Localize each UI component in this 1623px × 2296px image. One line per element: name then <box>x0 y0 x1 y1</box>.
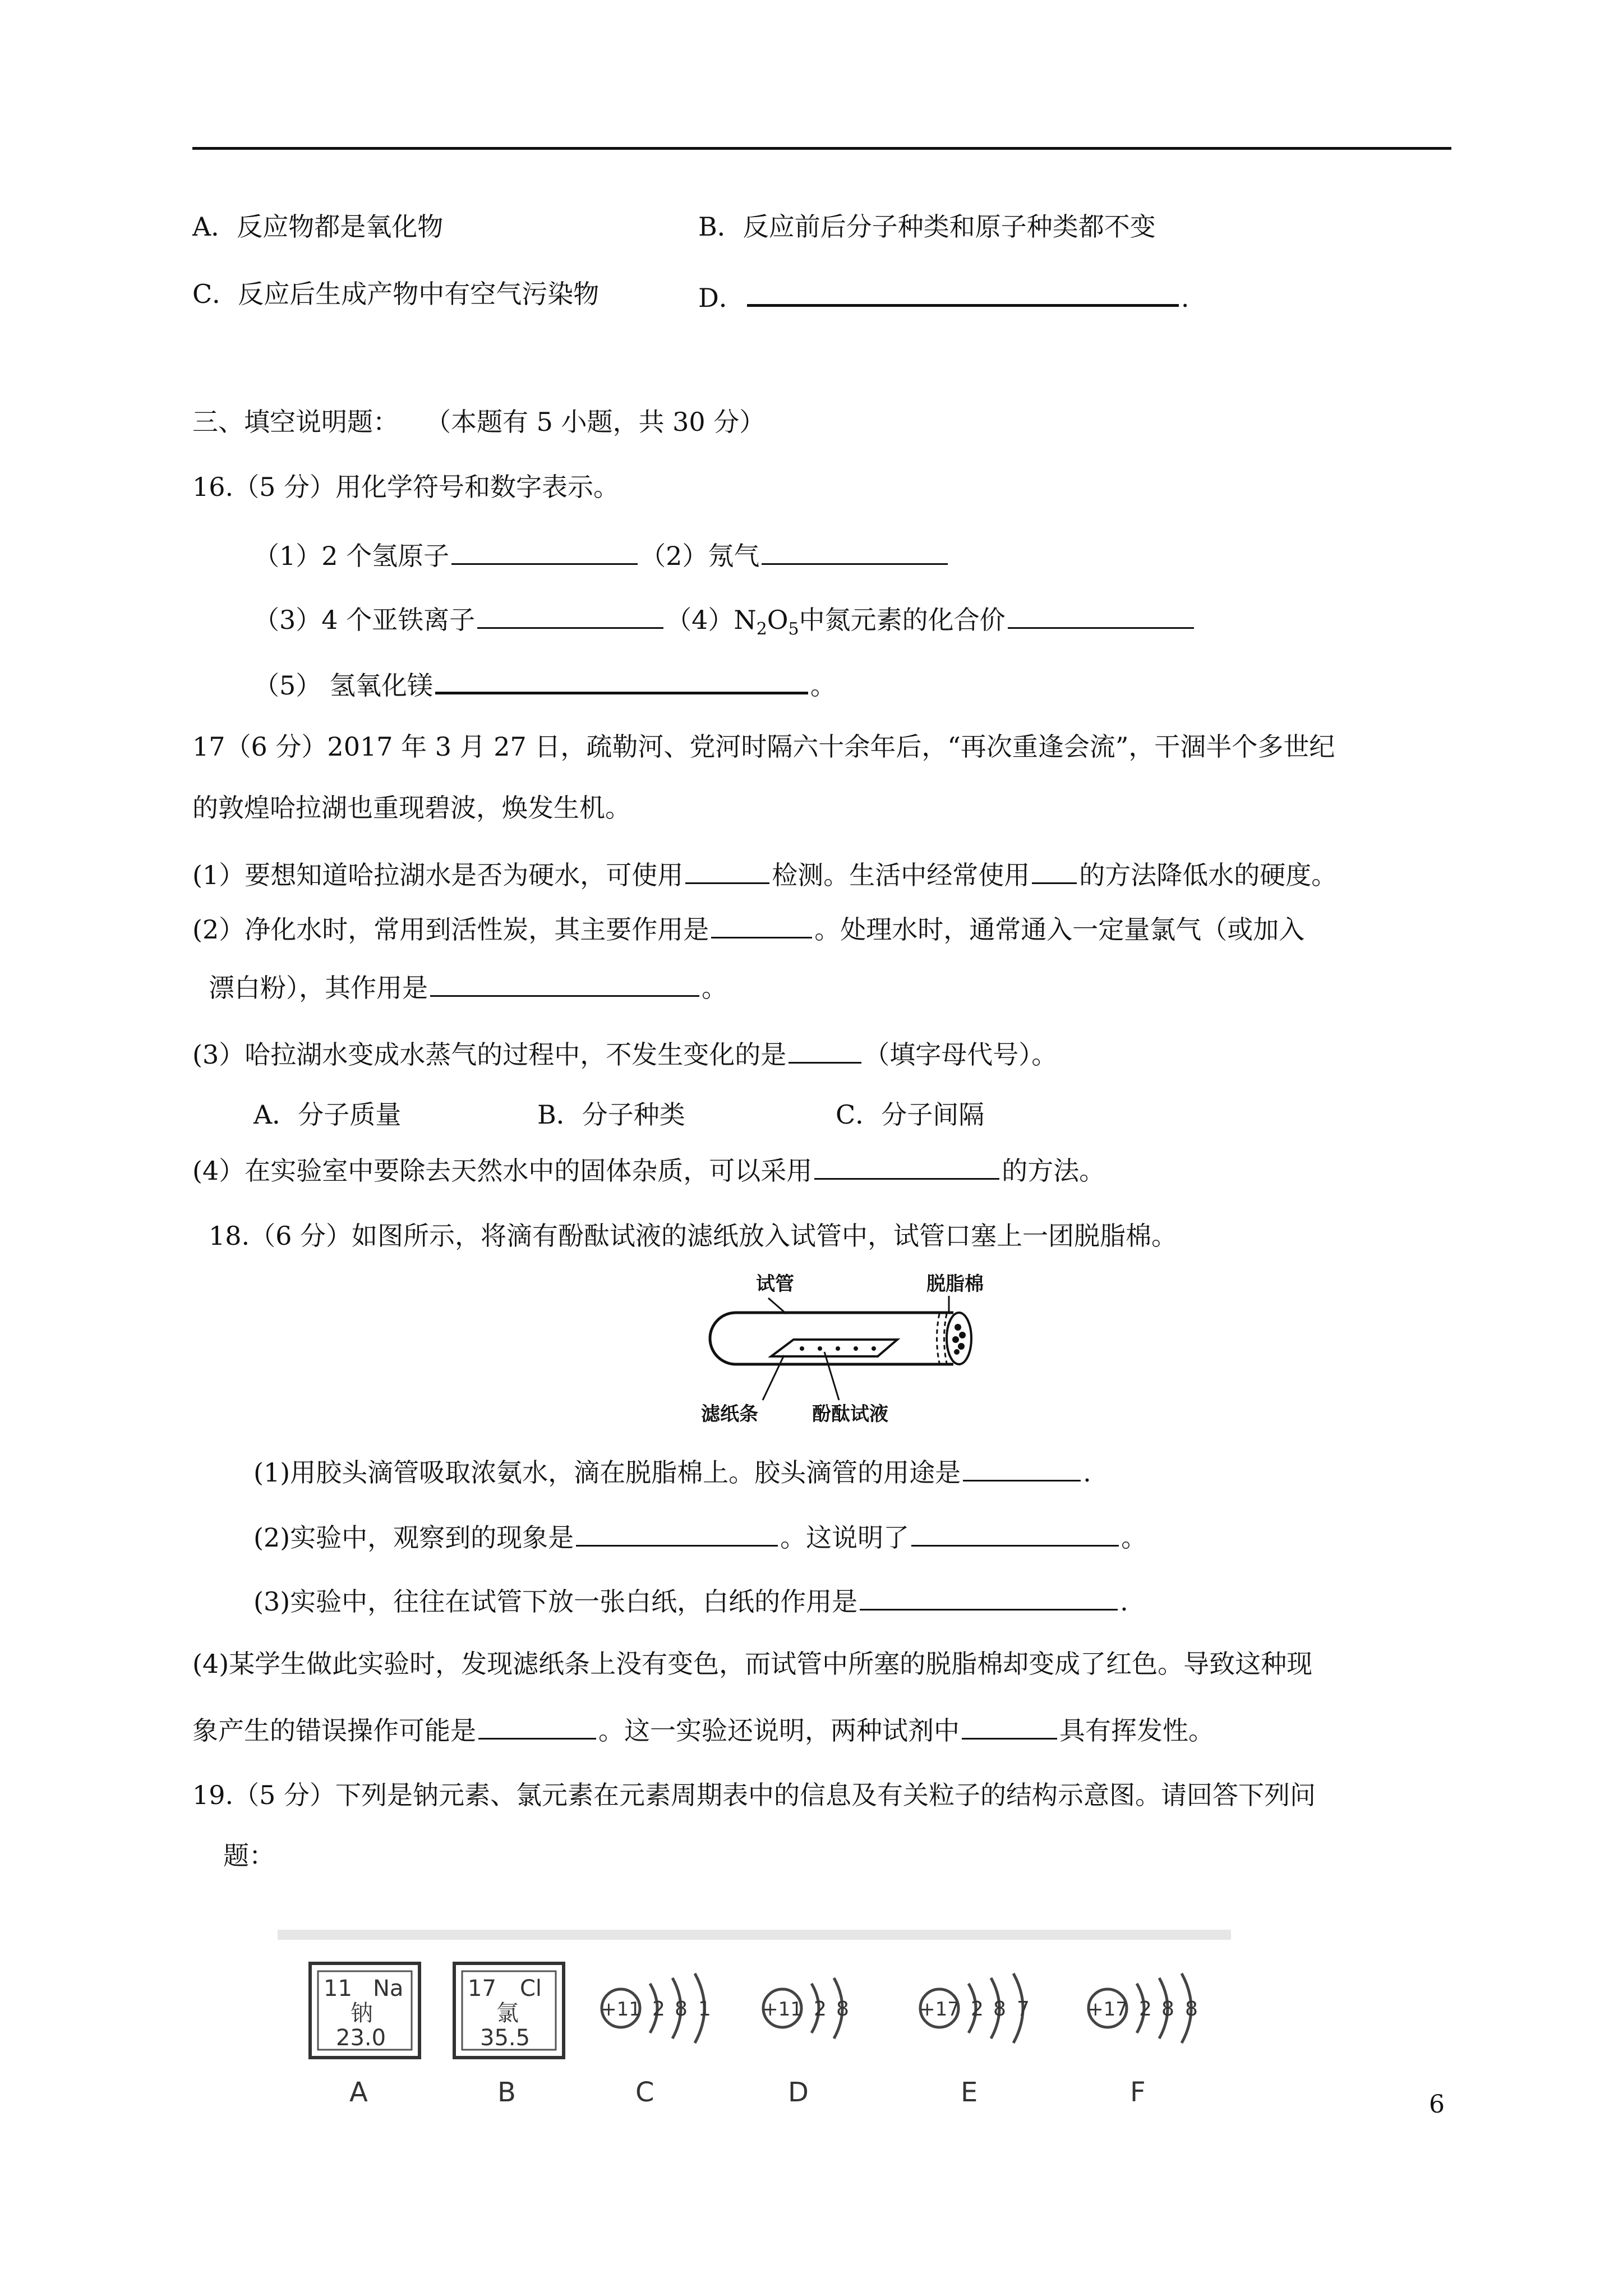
q15-option-b: B．反应前后分子种类和原子种类都不变 <box>698 211 1156 242</box>
q18-p2-b: 。这说明了 <box>780 1522 910 1553</box>
q17-p2-a: (2）净化水时，常用到活性炭，其主要作用是 <box>192 914 709 945</box>
section-title <box>192 405 765 439</box>
section-note: （本题有 5 小题，共 30 分） <box>438 407 766 437</box>
q18-part-2 <box>253 1518 1147 1554</box>
q16-part-5: （5） 氢氧化镁 <box>253 670 433 701</box>
q17-part-3 <box>192 1035 1057 1071</box>
atomic-number: 17 <box>468 1976 496 2001</box>
q18-p2-a: (2)实验中，观察到的现象是 <box>253 1522 574 1553</box>
nucleus-charge: +11 <box>762 1998 803 2021</box>
nucleus-charge: +17 <box>919 1998 960 2021</box>
q17-p1-a: (1）要想知道哈拉湖水是否为硬水，可使用 <box>192 860 684 890</box>
q18-part-4-line-2 <box>192 1711 1214 1747</box>
answer-blank[interactable] <box>962 1711 1057 1740</box>
atom-structure-f <box>1087 1973 1198 2108</box>
answer-blank[interactable] <box>963 1453 1081 1481</box>
q16-p5-end: 。 <box>810 670 836 701</box>
q17-part-4 <box>192 1151 1105 1188</box>
label-test-tube: 试管 <box>756 1273 794 1295</box>
element-symbol: Cl <box>520 1976 542 2001</box>
answer-blank[interactable] <box>860 1582 1118 1611</box>
element-structure-figure <box>278 1930 1231 2120</box>
q18-part-1 <box>253 1453 1091 1489</box>
shell-electrons: 8 <box>1185 1998 1198 2021</box>
q17-p4-b: 的方法。 <box>1002 1156 1105 1186</box>
filter-paper-icon <box>771 1340 897 1356</box>
element-name: 氯 <box>496 2000 519 2026</box>
answer-blank[interactable] <box>814 1151 999 1180</box>
q16-p4-mid: O <box>767 605 789 635</box>
shell-electrons: 8 <box>836 1998 849 2021</box>
answer-blank[interactable] <box>451 536 638 565</box>
q18-part-3 <box>253 1582 1128 1618</box>
q18-p1-b: . <box>1083 1457 1091 1488</box>
element-name: 钠 <box>351 2000 373 2026</box>
answer-blank[interactable] <box>747 277 1179 307</box>
label-a: A <box>349 2077 368 2108</box>
q17-p3-a: (3）哈拉湖水变成水蒸气的过程中，不发生变化的是 <box>192 1039 787 1070</box>
q16-part-4 <box>666 605 1006 639</box>
q18-p3-b: . <box>1120 1586 1128 1617</box>
answer-blank[interactable] <box>685 855 769 884</box>
shell-electrons: 8 <box>675 1998 688 2021</box>
label-phenolphthalein: 酚酞试液 <box>812 1403 888 1425</box>
q17-p4-a: (4）在实验室中要除去天然水中的固体杂质，可以采用 <box>192 1156 813 1186</box>
label-e: E <box>961 2077 978 2108</box>
label-filter-paper: 滤纸条 <box>701 1403 758 1425</box>
q17-part-1 <box>192 855 1337 892</box>
answer-blank[interactable] <box>430 968 699 997</box>
answer-blank[interactable] <box>478 1711 596 1740</box>
q17-p2-d: 。 <box>702 973 727 1003</box>
q16-part-3: （3）4 个亚铁离子 <box>253 605 476 635</box>
q16-part-1: （1）2 个氢原子 <box>253 541 450 571</box>
shell-electrons: 2 <box>652 1998 665 2021</box>
answer-blank[interactable] <box>1008 600 1194 629</box>
answer-blank[interactable] <box>911 1518 1119 1547</box>
q17-part-2-cont <box>209 968 727 1005</box>
scan-artifact <box>278 1930 1231 1940</box>
q18-stem: 18.（6 分）如图所示，将滴有酚酞试液的滤纸放入试管中，试管口塞上一团脱脂棉。 <box>209 1221 1178 1251</box>
q16-line-3 <box>253 665 836 702</box>
q17-p2-b: 。处理水时，通常通入一定量氯气（或加入 <box>814 914 1305 945</box>
label-c: C <box>635 2077 654 2108</box>
q18-p3-a: (3)实验中，往往在试管下放一张白纸，白纸的作用是 <box>253 1586 858 1617</box>
q17-p1-b: 检测。生活中经常使用 <box>772 860 1030 890</box>
q16-line-1 <box>253 536 950 573</box>
label-d: D <box>788 2077 809 2108</box>
q17-stem-line-2: 的敦煌哈拉湖也重现碧波，焕发生机。 <box>192 793 631 823</box>
atomic-number: 11 <box>324 1976 352 2001</box>
shell-electrons: 2 <box>814 1998 827 2021</box>
q18-p4-b: 。这一实验还说明，两种试剂中 <box>598 1715 960 1746</box>
q18-p4-a: 象产生的错误操作可能是 <box>192 1715 476 1746</box>
q16-line-2 <box>253 600 1196 646</box>
q18-p1-a: (1)用胶头滴管吸取浓氨水，滴在脱脂棉上。胶头滴管的用途是 <box>253 1457 961 1488</box>
q19-stem-line-2: 题： <box>223 1841 275 1871</box>
answer-blank[interactable] <box>435 665 808 694</box>
label-cotton: 脱脂棉 <box>926 1273 984 1295</box>
q15-option-d-end: . <box>1181 283 1189 313</box>
shell-electrons: 2 <box>1139 1998 1152 2021</box>
q16-p4-post: 中氮元素的化合价 <box>799 605 1006 635</box>
nucleus-charge: +17 <box>1087 1998 1128 2021</box>
q15-option-a: A．反应物都是氧化物 <box>192 211 444 242</box>
atom-structure-e <box>919 1973 1030 2108</box>
q18-p4-c: 具有挥发性。 <box>1059 1715 1214 1746</box>
label-f: F <box>1130 2077 1146 2108</box>
shell-electrons: 2 <box>971 1998 984 2021</box>
element-cell-sodium <box>310 1963 419 2058</box>
q15-option-c: C．反应后生成产物中有空气污染物 <box>192 279 600 309</box>
tube-mouth <box>947 1313 971 1364</box>
q17-p1-c: 的方法降低水的硬度。 <box>1079 860 1338 890</box>
answer-blank[interactable] <box>576 1518 778 1547</box>
section-title-text: 三、填空说明题： <box>192 407 399 437</box>
shell-electrons: 7 <box>1017 1998 1030 2021</box>
q16-p4-pre: （4）N <box>666 605 757 635</box>
subscript: 2 <box>756 619 767 639</box>
q16-stem: 16.（5 分）用化学符号和数字表示。 <box>192 472 620 502</box>
q19-stem-line-1: 19.（5 分）下列是钠元素、氯元素在元素周期表中的信息及有关粒子的结构示意图。请回答下列问 <box>192 1780 1316 1810</box>
answer-blank[interactable] <box>1032 855 1077 884</box>
q17-p2-c: 漂白粉），其作用是 <box>209 973 428 1003</box>
q15-option-d-label: D． <box>698 283 745 313</box>
q15-option-d <box>698 277 1189 315</box>
atomic-mass: 35.5 <box>480 2025 531 2051</box>
q18-part-4-line-1: (4)某学生做此实验时，发现滤纸条上没有变色，而试管中所塞的脱脂棉却变成了红色。导致这种现 <box>192 1649 1313 1679</box>
answer-blank[interactable] <box>789 1035 861 1064</box>
answer-blank[interactable] <box>762 536 948 565</box>
element-symbol: Na <box>373 1976 404 2001</box>
element-cell-chlorine <box>454 1963 564 2058</box>
atom-structure-c <box>601 1973 711 2108</box>
atom-structure-d <box>762 1978 849 2108</box>
header-rule <box>192 147 1451 150</box>
q18-p2-c: 。 <box>1121 1522 1147 1553</box>
subscript: 5 <box>788 619 799 639</box>
q17-part-2 <box>192 910 1304 946</box>
q17-option-a: A．分子质量 <box>253 1099 402 1130</box>
shell-electrons: 1 <box>698 1998 711 2021</box>
shell-electrons: 8 <box>993 1998 1006 2021</box>
atomic-mass: 23.0 <box>336 2025 386 2051</box>
q17-option-c: C．分子间隔 <box>836 1099 985 1130</box>
test-tube-figure <box>684 1273 998 1442</box>
shell-electrons: 8 <box>1161 1998 1174 2021</box>
answer-blank[interactable] <box>477 600 663 629</box>
q17-option-b: B．分子种类 <box>537 1099 685 1130</box>
q17-p3-b: （填字母代号）。 <box>864 1039 1058 1070</box>
q16-part-2: （2）氖气 <box>640 541 760 571</box>
label-b: B <box>497 2077 516 2108</box>
q17-stem-line-1: 17（6 分）2017 年 3 月 27 日，疏勒河、党河时隔六十余年后，“再次重逢会流”，干涸半个多世纪 <box>192 731 1335 762</box>
answer-blank[interactable] <box>711 910 812 938</box>
page-number: 6 <box>1429 2090 1445 2119</box>
nucleus-charge: +11 <box>601 1998 641 2021</box>
